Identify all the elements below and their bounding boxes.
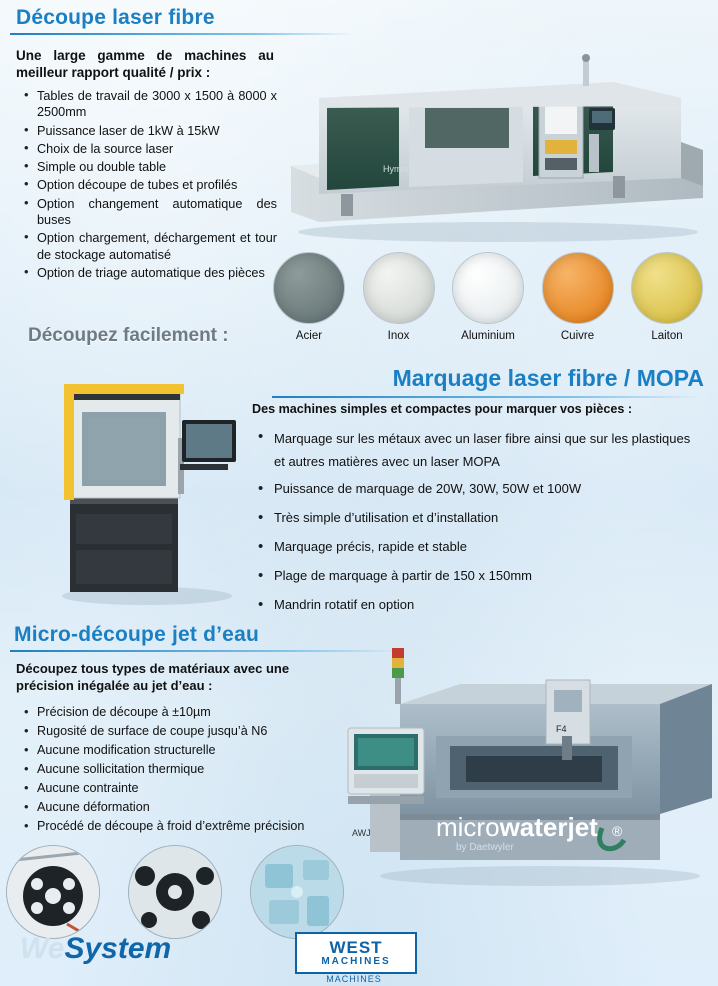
laser-cutting-machine-photo: [283, 46, 708, 246]
sample-parts-photos: [6, 845, 351, 940]
waterjet-brand-label: microwaterjet: [436, 812, 598, 842]
list-item: • Tables de travail de 3000 x 1500 à 8000 x 2500mm: [22, 88, 277, 121]
waterjet-brand-sub: by Daetwyler: [456, 842, 514, 853]
material-label: Acier: [295, 330, 323, 342]
material-inox: [362, 252, 436, 352]
list-item: • Choix de la source laser: [22, 141, 277, 157]
divider-marquage: [272, 396, 702, 398]
material-label: Cuivre: [560, 330, 595, 342]
marquage-intro-text: Des machines simples et compactes pour marquer vos pièces :: [252, 402, 633, 416]
material-swatch: [542, 252, 614, 324]
logo-line-2: MACHINES: [321, 955, 391, 967]
list-item: • Aucune contrainte: [22, 780, 362, 797]
west-machines-logo: [295, 932, 413, 984]
material-laiton: [630, 252, 704, 352]
list-item: • Option changement automatique des buses: [22, 196, 277, 229]
list-item: • Précision de découpe à ±10µm: [22, 704, 362, 721]
logo-line-1: WEST: [329, 937, 383, 957]
waterjet-intro-text: Découpez tous types de matériaux avec une précision inégalée au jet d’eau :: [16, 661, 290, 693]
marquage-feature-list: [252, 425, 704, 620]
laser-subtitle: Découpez facilement :: [28, 325, 229, 346]
list-item: • Aucune sollicitation thermique: [22, 761, 362, 778]
list-item: • Rugosité de surface de coupe jusqu’à N6: [22, 723, 362, 740]
divider-laser: [10, 33, 355, 35]
list-item: • Option de triage automatique des pièces: [22, 265, 277, 281]
laser-feature-list: [22, 88, 277, 283]
waterjet-feature-list: [22, 704, 362, 837]
material-label: Laiton: [651, 330, 683, 342]
section-title-waterjet: Micro-découpe jet d’eau: [14, 623, 259, 646]
sample-photo-2: [128, 845, 222, 939]
material-aluminium: [451, 252, 525, 352]
laser-marking-machine-photo: [42, 368, 257, 608]
list-item: • Plage de marquage à partir de 150 x 150mm: [252, 562, 704, 589]
material-cuivre: [541, 252, 615, 352]
material-swatch: [363, 252, 435, 324]
company-brand: [20, 932, 171, 966]
sample-photo-3: [250, 845, 344, 939]
logo-box: [295, 932, 417, 974]
material-label: Aluminium: [461, 330, 515, 342]
list-item: • Procédé de découpe à froid d’extrême précision: [22, 818, 362, 835]
waterjet-brand-reg: ®: [612, 823, 623, 839]
material-swatch: [273, 252, 345, 324]
list-item: • Option chargement, déchargement et tour de stockage automatisé: [22, 230, 277, 263]
section-title-laser: Découpe laser fibre: [16, 6, 215, 29]
machine-brand-label: Hymson: [383, 164, 417, 174]
section-title-marquage: Marquage laser fibre / MOPA: [392, 365, 704, 391]
sample-photo-1: [6, 845, 100, 939]
machine-screen-tag: F4: [556, 724, 567, 734]
laser-intro-text: Une large gamme de machines au meilleur rapport qualité / prix :: [16, 48, 274, 80]
material-swatch: [452, 252, 524, 324]
waterjet-machine-photo: [340, 640, 712, 890]
materials-swatch-row: [272, 252, 704, 352]
list-item: • Puissance de marquage de 20W, 30W, 50W et 100W: [252, 475, 704, 502]
list-item: • Mandrin rotatif en option: [252, 591, 704, 618]
brand-prefix: We: [20, 932, 65, 965]
logo-subtext: MACHINES: [326, 974, 382, 984]
list-item: • Aucune modification structurelle: [22, 742, 362, 759]
material-acier: [272, 252, 346, 352]
material-swatch: [631, 252, 703, 324]
list-item: • Très simple d’utilisation et d’installation: [252, 504, 704, 531]
list-item: • Marquage sur les métaux avec un laser fibre ainsi que sur les plastiques et autres matières avec un laser MOPA: [252, 425, 704, 473]
list-item: • Puissance laser de 1kW à 15kW: [22, 123, 277, 139]
material-label: Inox: [387, 330, 410, 342]
machine-side-tag: AWJ: [352, 828, 371, 838]
list-item: • Aucune déformation: [22, 799, 362, 816]
list-item: • Option découpe de tubes et profilés: [22, 177, 277, 193]
list-item: • Simple ou double table: [22, 159, 277, 175]
brand-main: System: [64, 932, 172, 965]
list-item: • Marquage précis, rapide et stable: [252, 533, 704, 560]
